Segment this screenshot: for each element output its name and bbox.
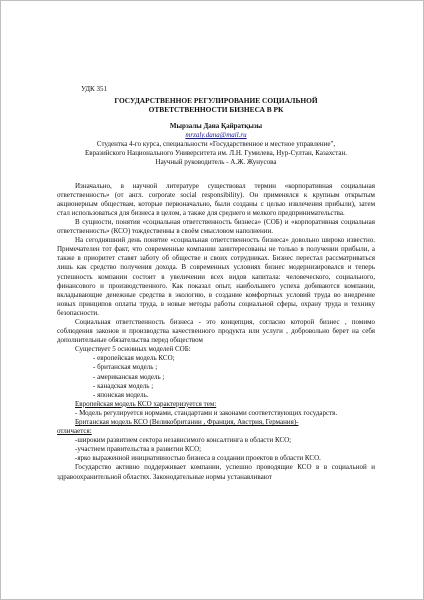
affiliation-line-1: Студентка 4-го курса, специальности «Государственное и местное управление",	[96, 140, 336, 149]
affiliation	[57, 140, 375, 167]
british-model-heading	[57, 418, 375, 427]
paragraph-2: В сущности, понятия «социальная ответственность бизнеса» (СОБ) и «корпоративная социальная ответственность» (КСО) тождественны в своём смысловом наполнении.	[57, 217, 375, 236]
paragraph-3: На сегодняшний день понятие «социальная ответственность бизнеса» довольно широко известно. Примечателен тот факт, что современные компании заинтересованы не только в получении прибыли, а также в приоритет ставят заботу об обществе и своих сотрудниках. Бизнес перестал рассматриваться лишь как средство получения дохода. В современных условиях бизнес модернизировался и теперь успешность компании состоит в увеличении всех видов капитала: человеческого, социального, финансового и производственного. Как показал опыт, наибольшего успеха добиваются компании, вкладывающие денежные средства в экологию, в создание комфортных условий труда во внедрение новых принципов оплаты труда, в новые методы работы социальной сферы, охрану труда и технику безопасности.	[57, 236, 375, 317]
british-item: -широким развитием сектора независимого консалтинга в области КСО;	[75, 436, 292, 445]
british-model-heading-2	[57, 427, 375, 436]
british-model-heading-2-text: отличается:	[57, 427, 92, 436]
model-item: - британская модель ;	[93, 363, 158, 372]
british-item: -ярко выраженной инициативностью бизнеса в создании проектов в области КСО.	[75, 454, 321, 463]
author-email[interactable]: mrzaly.dana@mail.ru	[185, 131, 247, 140]
title-line-1: ГОСУДАРСТВЕННОЕ РЕГУЛИРОВАНИЕ СОЦИАЛЬНОЙ	[114, 96, 318, 106]
european-model-text: - Модель регулируется нормами, стандартами и законами соответствующих государств.	[75, 408, 338, 417]
article-title	[57, 96, 375, 114]
spacer	[57, 168, 375, 177]
udc-code: УДК 351	[81, 85, 107, 93]
model-item: - канадская модель ;	[93, 381, 154, 390]
british-item: -участием правительства в развитии КСО;	[75, 445, 202, 454]
paragraph-last: Государство активно поддерживает компании, успешно проводящие КСО в в социальной и здравоохранительной областях. Законодательные нормы устанавливают	[57, 463, 375, 481]
affiliation-line-3: Научный руководитель - А.Ж. Жунусова	[155, 158, 277, 167]
title-line-2: ОТВЕТСТВЕННОСТИ БИЗНЕСА В РК	[148, 105, 284, 115]
paragraph-1: Изначально, в научной литературе существовал термин «корпоративная социальная ответственность» (от англ. corporate social responsibility). Он применялся к крупным открытым акционерным обществам, которые первоначально, были созданы с целью извлечения прибыли), затем стал использоваться для бизнеса в целом, а также для среднего и мелкого предпринимательства.	[57, 181, 375, 217]
affiliation-line-2: Евразийского Национального Университета им. Л.Н. Гумилева, Нур-Султан, Казахстан.	[84, 149, 347, 158]
european-model-heading-text: Европейская модель КСО характеризуется тем:	[75, 399, 217, 408]
model-item: - американская модель ;	[93, 372, 165, 381]
european-model-heading	[57, 400, 375, 409]
paragraph-4: Социальная ответственность бизнеса - это концепция, согласно которой бизнес , помимо соблюдения законов и производства качественного продукта или услуги , добровольно берет на себя дополнительные обязательства перед обществом	[57, 317, 375, 345]
models-intro: Существует 5 основных моделей СОБ:	[75, 345, 191, 354]
author-name: Мырзалы Дана Қайратқызы	[169, 122, 263, 131]
british-model-heading-text: Британская модель КСО (Великобритании , Франция, Австрия, Германия)-	[75, 418, 299, 426]
article-body	[57, 85, 375, 482]
model-item: - японская модель.	[93, 390, 149, 399]
model-item: - европейская модель КСО;	[93, 354, 175, 363]
